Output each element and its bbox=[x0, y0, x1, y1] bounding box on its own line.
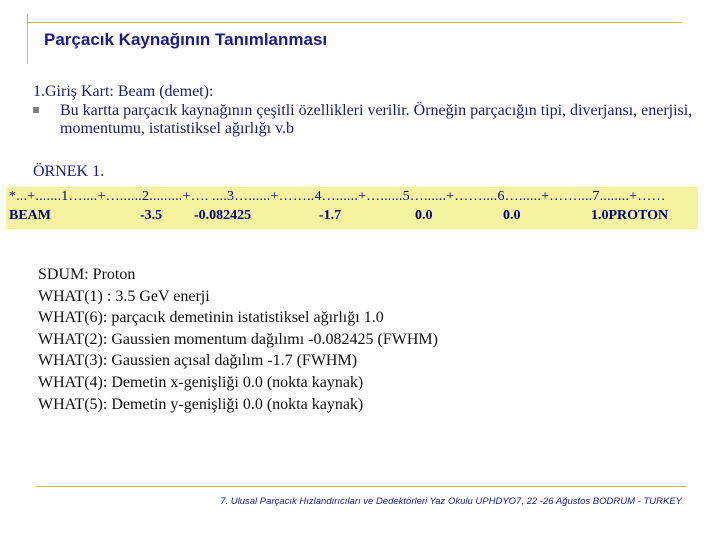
beam-card bbox=[6, 187, 698, 229]
slide-title: Parçacık Kaynağının Tanımlanması bbox=[44, 30, 328, 49]
card-field-name: BEAM bbox=[9, 208, 51, 223]
example-label: ÖRNEK 1. bbox=[33, 163, 105, 180]
bullet-item bbox=[33, 102, 693, 138]
bullet-text: Bu kartta parçacık kaynağının çeşitli özellikleri verilir. Örneğin parçacığın tipi, diverjansı, enerjisi, momentumu, istatistiksel ağırlığı v.b bbox=[60, 102, 693, 137]
bullet-square-icon bbox=[33, 107, 39, 113]
title-accent-horizontal bbox=[27, 22, 682, 23]
card-field-what5: 0.0 bbox=[503, 208, 521, 223]
footer-text: 7. Ulusal Parçacık Hızlandırıcıları ve Dedektörleri Yaz Okulu UPHDYO7, 22 -26 Ağustos BODRUM - TURKEY bbox=[220, 496, 682, 507]
what-line: WHAT(5): Demetin y-genişliği 0.0 (nokta kaynak) bbox=[38, 395, 364, 413]
what-list bbox=[38, 264, 438, 415]
what-line: WHAT(1) : 3.5 GeV enerji bbox=[38, 287, 210, 305]
column-ruler: *...+.......1…....+…......2.........+…. ....3…......+……..4…......+…......5…......+……....6…......+……....7........+…… bbox=[9, 189, 666, 204]
card-field-what3: -1.7 bbox=[319, 208, 342, 223]
what-line: WHAT(4): Demetin x-genişliği 0.0 (nokta kaynak) bbox=[38, 373, 364, 391]
what-line: WHAT(6): parçacık demetinin istatistiksel ağırlığı 1.0 bbox=[38, 309, 384, 327]
footer-divider bbox=[36, 486, 686, 487]
card-field-what2: -0.082425 bbox=[194, 208, 252, 223]
what-line: SDUM: Proton bbox=[38, 266, 136, 283]
what-line: WHAT(2): Gaussien momentum dağılımı -0.082425 (FWHM) bbox=[38, 330, 438, 348]
card-field-what1: -3.5 bbox=[140, 208, 163, 223]
section-heading: 1.Giriş Kart: Beam (demet): bbox=[33, 83, 214, 100]
what-line: WHAT(3): Gaussien açısal dağılım -1.7 (FWHM) bbox=[38, 352, 358, 370]
card-field-what4: 0.0 bbox=[415, 208, 433, 223]
card-field-what6-sdum: 1.0PROTON bbox=[591, 208, 669, 223]
